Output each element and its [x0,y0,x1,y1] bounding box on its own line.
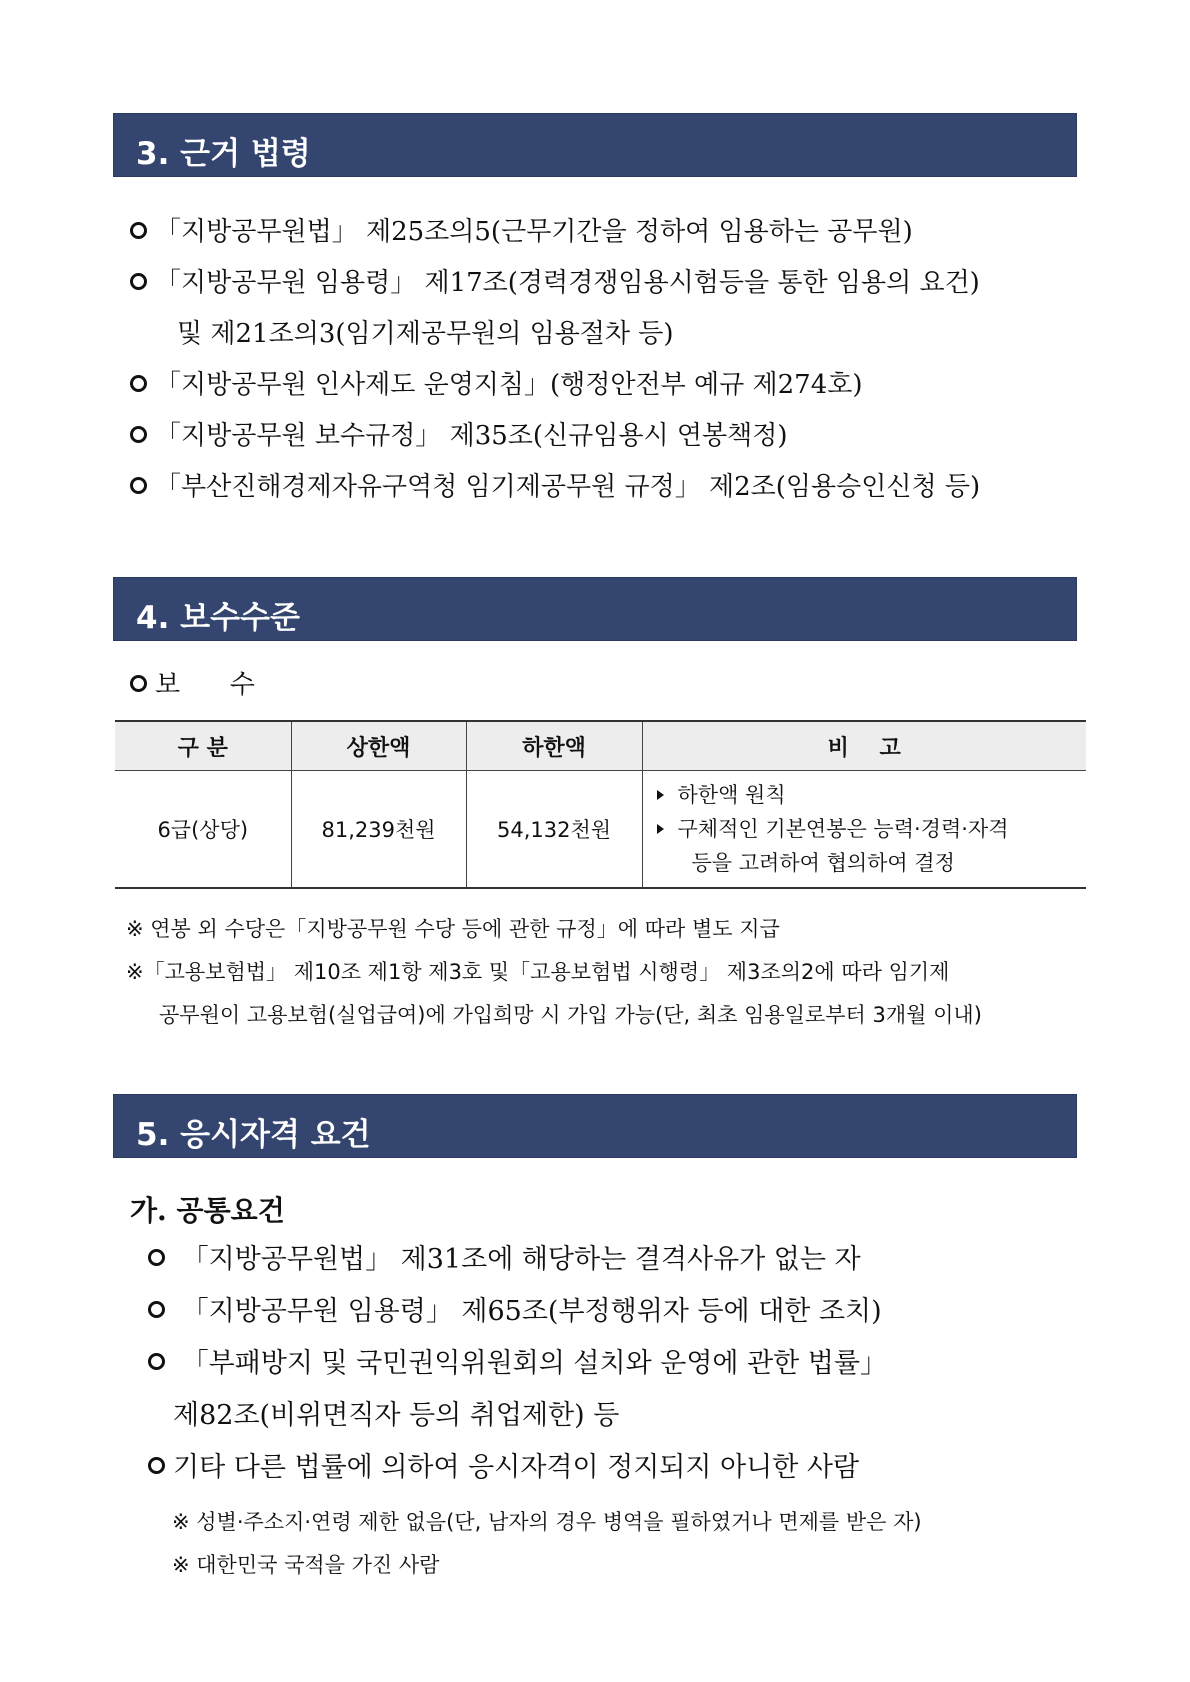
circle-bullet-icon [148,1457,165,1474]
eligibility-note: ※ 대한민국 국적을 가진 사람 [172,1553,440,1577]
law-item: 「지방공무원법」 제25조의5(근무기간을 정하여 임용하는 공무원) [130,215,913,249]
table-header: 하한액 [466,721,642,771]
eligibility-item: 「지방공무원 임용령」 제65조(부정행위자 등에 대한 조치) [148,1295,882,1329]
eligibility-item-continuation: 제82조(비위면직자 등의 취업제한) 등 [173,1400,620,1431]
subsection-title: 가. 공통요건 [130,1194,285,1227]
section-header-4 [113,577,1077,641]
law-item: 「지방공무원 임용령」 제17조(경력경쟁임용시험등을 통한 임용의 요건) [130,266,980,300]
circle-bullet-icon [130,222,147,239]
law-item: 「지방공무원 인사제도 운영지침」(행정안전부 예규 제274호) [130,368,863,402]
circle-bullet-icon [130,375,147,392]
section-title: 3. 근거 법령 [136,136,311,172]
law-item-continuation: 및 제21조의3(임기제공무원의 임용절차 등) [177,319,674,349]
eligibility-item: 「지방공무원법」 제31조에 해당하는 결격사유가 없는 자 [148,1243,861,1277]
circle-bullet-icon [148,1249,165,1266]
table-header: 구 분 [115,721,291,771]
table-header: 비 고 [642,721,1086,771]
circle-bullet-icon [130,477,147,494]
section-title: 5. 응시자격 요건 [136,1117,371,1153]
eligibility-note: ※ 성별·주소지·연령 제한 없음(단, 남자의 경우 병역을 필하였거나 면제를 받은 자) [172,1510,922,1534]
pay-label: 보 수 [130,668,255,702]
law-item: 「부산진해경제자유구역청 임기제공무원 규정」 제2조(임용승인신청 등) [130,470,980,504]
table-row [115,771,1086,889]
lower-cell: 54,132천원 [466,771,642,889]
grade-cell: 6급(상당) [115,771,291,889]
remark-cell [642,771,1086,889]
pay-note: 공무원이 고용보험(실업급여)에 가입희망 시 가입 가능(단, 최초 임용일로부터 3개월 이내) [159,1003,982,1027]
remark-line: 구체적인 기본연봉은 능력·경력·자격 [657,812,1087,846]
circle-bullet-icon [130,426,147,443]
law-item: 「지방공무원 보수규정」 제35조(신규임용시 연봉책정) [130,419,788,453]
remark-line: 하한액 원칙 [657,778,1087,812]
circle-bullet-icon [148,1353,165,1370]
eligibility-item: 「부패방지 및 국민권익위원회의 설치와 운영에 관한 법률」 [148,1347,887,1381]
table-header-row [115,721,1086,771]
circle-bullet-icon [148,1301,165,1318]
pay-note: ※「고용보험법」 제10조 제1항 제3호 및「고용보험법 시행령」 제3조의2에 따라 임기제 [126,960,950,984]
circle-bullet-icon [130,273,147,290]
triangle-bullet-icon [657,790,664,800]
upper-cell: 81,239천원 [291,771,466,889]
section-header-3 [113,113,1077,177]
table-header: 상한액 [291,721,466,771]
pay-table [115,720,1086,889]
section-title: 4. 보수수준 [136,600,300,636]
circle-bullet-icon [130,675,147,692]
pay-note: ※ 연봉 외 수당은「지방공무원 수당 등에 관한 규정」에 따라 별도 지급 [126,917,780,941]
section-header-5 [113,1094,1077,1158]
eligibility-item: 기타 다른 법률에 의하여 응시자격이 정지되지 아니한 사람 [148,1451,859,1485]
triangle-bullet-icon [657,824,664,834]
remark-line: 등을 고려하여 협의하여 결정 [691,851,955,875]
